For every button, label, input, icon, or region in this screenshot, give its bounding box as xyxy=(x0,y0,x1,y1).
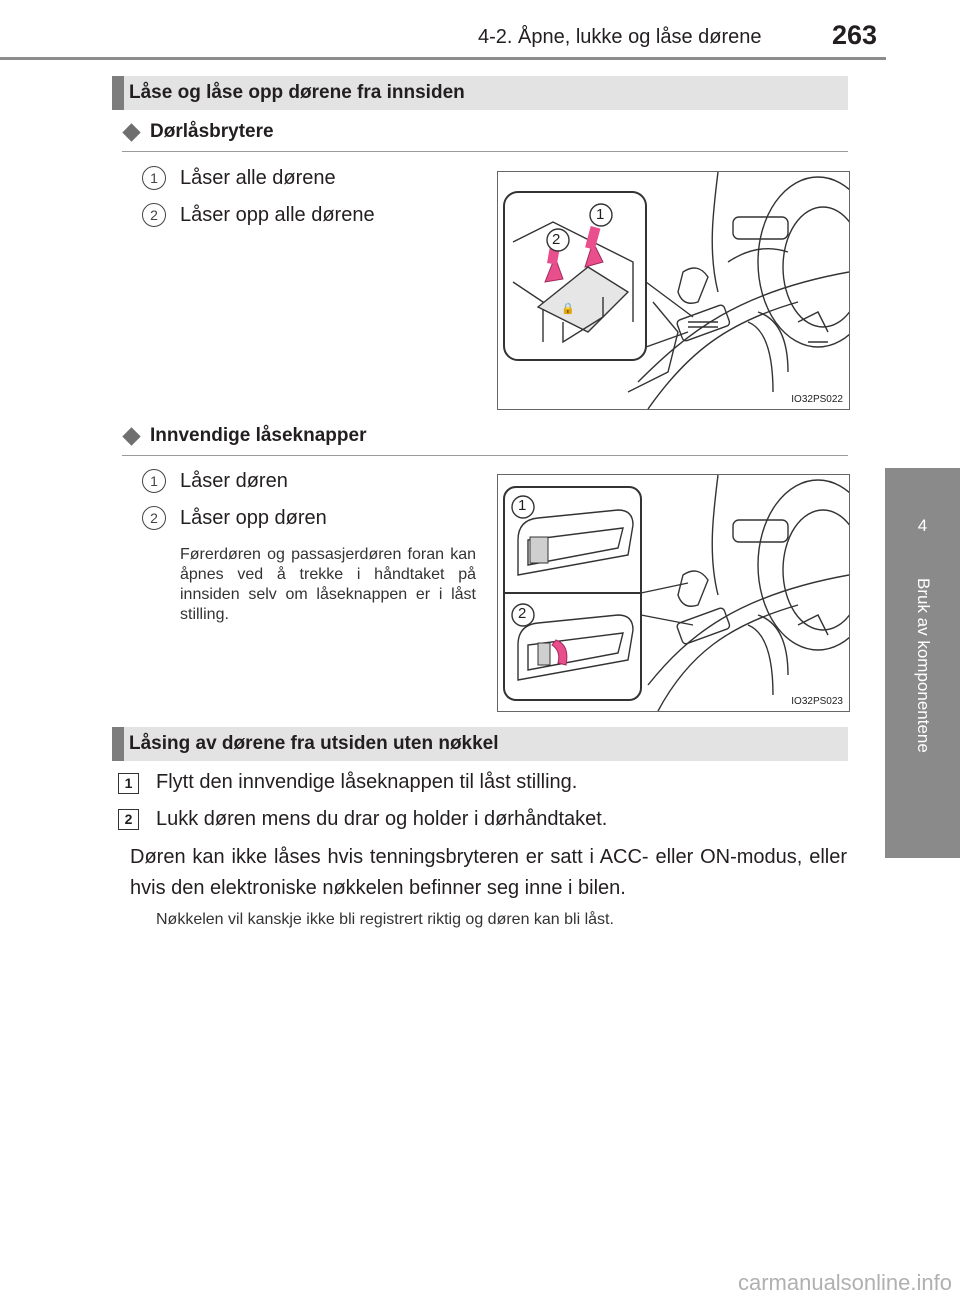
diamond-bullet-icon xyxy=(122,123,140,141)
figure-code: IO32PS022 xyxy=(791,394,843,405)
lock-button-illustration xyxy=(498,475,849,711)
list-item: Låser opp døren xyxy=(180,507,327,529)
chapter-number: 4 xyxy=(917,516,928,535)
circled-number: 1 xyxy=(142,166,166,190)
subsection-heading xyxy=(122,121,274,143)
section-bar-outside xyxy=(112,727,848,761)
subsection-title: Innvendige låseknapper xyxy=(150,425,367,446)
chapter-side-tab xyxy=(885,468,960,858)
list-item: Låser alle dørene xyxy=(180,167,336,189)
callout-number: 2 xyxy=(518,605,527,622)
step-number: 1 xyxy=(118,773,139,794)
section-title: Låse og låse opp dørene fra innsiden xyxy=(129,82,465,103)
header-rule xyxy=(0,57,886,60)
note-text: Nøkkelen vil kanskje ikke bli registrert riktig og døren kan bli låst. xyxy=(156,911,614,928)
header-title: 4-2. Åpne, lukke og låse dørene xyxy=(478,26,762,48)
figure-code: IO32PS023 xyxy=(791,696,843,707)
step-text: Flytt den innvendige låseknappen til låst stilling. xyxy=(156,771,578,793)
callout-number: 2 xyxy=(552,231,561,248)
circled-number: 2 xyxy=(142,203,166,227)
list-item: Låser døren xyxy=(180,470,288,492)
page-number: 263 xyxy=(832,20,878,50)
subsection-heading xyxy=(122,425,366,447)
section-accent xyxy=(112,727,124,761)
svg-text:🔒: 🔒 xyxy=(561,303,575,315)
figure-inside-lock-buttons xyxy=(497,474,850,712)
section-title: Låsing av dørene fra utsiden uten nøkkel xyxy=(129,733,499,754)
circled-number: 1 xyxy=(142,469,166,493)
subsection-rule xyxy=(122,455,848,456)
list-item: Låser opp alle dørene xyxy=(180,204,375,226)
callout-number: 1 xyxy=(596,206,605,223)
section-accent xyxy=(112,76,124,110)
figure-door-lock-switches xyxy=(497,171,850,410)
subsection-title: Dørlåsbrytere xyxy=(150,121,274,142)
section-bar-inside xyxy=(112,76,848,110)
subsection-rule xyxy=(122,151,848,152)
callout-number: 1 xyxy=(518,497,527,514)
chapter-title: Bruk av komponentene xyxy=(914,578,933,753)
watermark: carmanualsonline.info xyxy=(737,1270,952,1295)
door-lock-switch-illustration xyxy=(498,172,849,409)
step-text: Lukk døren mens du drar og holder i dørhåndtaket. xyxy=(156,808,608,830)
body-paragraph: Døren kan ikke låses hvis tenningsbryteren er satt i ACC- eller ON-modus, eller hvis den elektroniske nøkkelen befinner seg inne i bilen. xyxy=(130,846,847,899)
diamond-bullet-icon xyxy=(122,427,140,445)
note-text: Førerdøren og passasjerdøren foran kan åpnes ved å trekke i håndtaket på innsiden selv om låseknappen er i låst stilling. xyxy=(180,546,476,623)
step-number: 2 xyxy=(118,809,139,830)
circled-number: 2 xyxy=(142,506,166,530)
